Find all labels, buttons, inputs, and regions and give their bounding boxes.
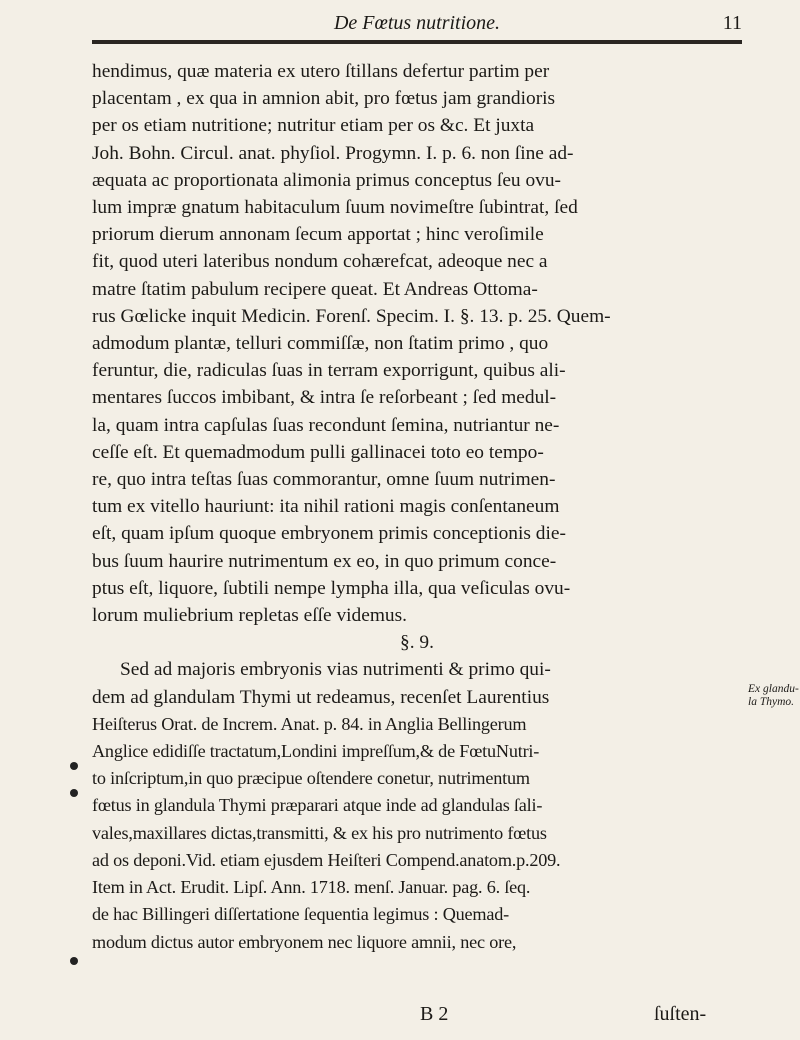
text-line: la, quam intra capſulas ſuas recondunt ſemina, nutriantur ne- (92, 414, 560, 436)
text-line: ad os deponi.Vid. etiam ejusdem Heiſteri Compend.anatom.p.209. (92, 849, 561, 870)
ink-dot (70, 957, 78, 965)
text-line: Sed ad majoris embryonis vias nutrimenti & primo qui- (120, 659, 551, 681)
text-line: per os etiam nutritione; nutritur etiam per os &c. Et juxta (92, 115, 535, 137)
ink-dot (70, 762, 78, 770)
text-line: ptus eſt, liquore, ſubtili nempe lympha illa, qua veſiculas ovu- (92, 577, 571, 599)
text-line: lorum muliebrium repletas eſſe videmus. (92, 605, 408, 627)
text-line: placentam , ex qua in amnion abit, pro fœtus jam grandioris (92, 88, 556, 110)
text-line: ceſſe eſt. Et quemadmodum pulli gallinacei toto eo tempo- (92, 441, 544, 463)
text-line: Joh. Bohn. Circul. anat. phyſiol. Progymn. I. p. 6. non ſine ad- (92, 142, 574, 164)
main-text (92, 58, 742, 956)
text-line: de hac Billingeri diſſertatione ſequentia legimus : Quemad- (92, 904, 509, 925)
text-line: mentares ſuccos imbibant, & intra ſe reſorbeant ; ſed medul- (92, 387, 557, 409)
header-rule (92, 40, 742, 44)
catchword: ſuſten- (654, 1003, 707, 1025)
text-line: hendimus, quæ materia ex utero ſtillans defertur partim per (92, 61, 550, 82)
section-mark: §. 9. (400, 632, 434, 654)
margin-note (748, 683, 800, 709)
text-line: Item in Act. Erudit. Lipſ. Ann. 1718. menſ. Januar. pag. 6. ſeq. (92, 877, 531, 898)
text-line: æquata ac proportionata alimonia primus conceptus ſeu ovu- (92, 169, 562, 191)
margin-note-line: Ex glandu- (748, 683, 799, 695)
text-line: bus ſuum haurire nutrimentum ex eo, in quo primum conce- (92, 550, 557, 572)
text-line: admodum plantæ, telluri commiſſæ, non ſtatim primo , quo (92, 333, 549, 355)
ink-dot (70, 789, 78, 797)
text-line: feruntur, die, radiculas ſuas in terram exporrigunt, quibus ali- (92, 360, 566, 382)
margin-note-line: la Thymo. (748, 696, 794, 708)
text-line: eſt, quam ipſum quoque embryonem primis conceptionis die- (92, 523, 566, 545)
text-line: vales,maxillares dictas,transmitti, & ex his pro nutrimento fœtus (92, 822, 547, 843)
signature-mark: B 2 (420, 1003, 449, 1025)
text-line: to inſcriptum,in quo præcipue oſtendere conetur, nutrimentum (92, 768, 530, 789)
text-line: fœtus in glandula Thymi præparari atque inde ad glandulas ſali- (92, 795, 543, 816)
text-line: Heiſterus Orat. de Increm. Anat. p. 84. in Anglia Bellingerum (92, 713, 527, 734)
text-line: matre ſtatim pabulum recipere queat. Et Andreas Ottoma- (92, 278, 538, 300)
text-line: rus Gœlicke inquit Medicin. Forenſ. Specim. I. §. 13. p. 25. Quem- (92, 305, 611, 327)
text-line: lum impræ gnatum habitaculum ſuum novimeſtre ſubintrat, ſed (92, 197, 578, 219)
text-line: re, quo intra teſtas ſuas commorantur, omne ſuum nutrimen- (92, 469, 556, 491)
text-line: tum ex vitello hauriunt: ita nihil rationi magis conſentaneum (92, 496, 560, 518)
page-number: 11 (722, 12, 742, 34)
text-line: fit, quod uteri lateribus nondum cohærefcat, adeoque nec a (92, 251, 548, 273)
text-line: dem ad glandulam Thymi ut redeamus, recenſet Laurentius (92, 686, 550, 708)
text-line: modum dictus autor embryonem nec liquore amnii, nec ore, (92, 931, 517, 952)
running-title: De Fœtus nutritione. (333, 12, 501, 34)
text-line: priorum dierum annonam ſecum apportat ; hinc veroſimile (92, 224, 544, 246)
text-line: Anglice edidiſſe tractatum,Londini impreſſum,& de FœtuNutri- (92, 741, 540, 762)
